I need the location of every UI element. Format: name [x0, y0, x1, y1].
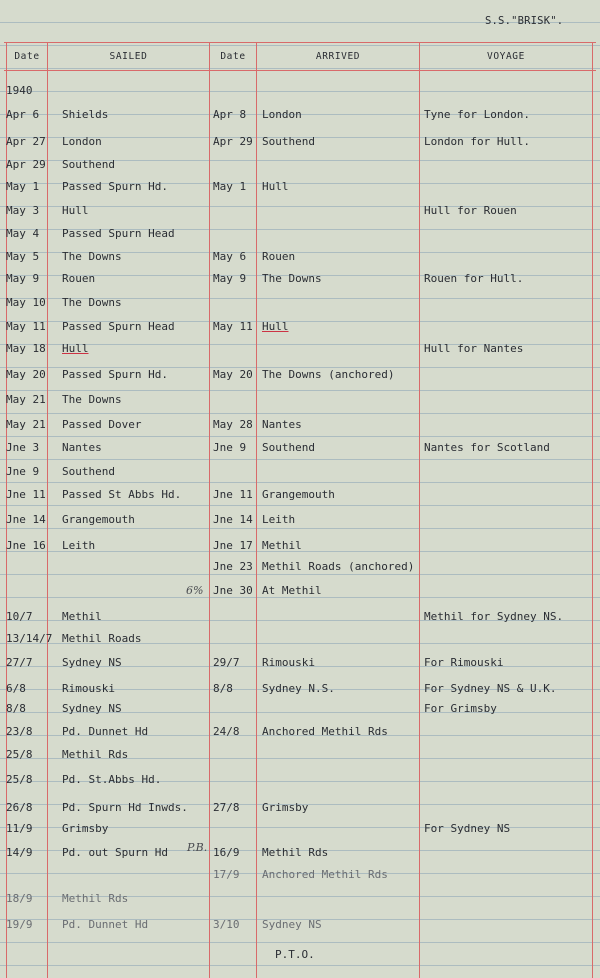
sailed-date-cell: Jne 3 — [6, 441, 40, 454]
arrived-date-cell: May 6 — [213, 250, 247, 263]
sailed-place-cell: Pd. Dunnet Hd — [62, 725, 149, 738]
arrived-place-cell: Methil — [262, 539, 302, 552]
sailed-date-cell: Apr 29 — [6, 158, 46, 171]
arrived-place-cell: Rimouski — [262, 656, 315, 669]
sailed-date-cell: 1940 — [6, 84, 33, 97]
log-row — [0, 678, 600, 700]
log-row — [0, 414, 600, 436]
voyage-cell: Rouen for Hull. — [424, 272, 524, 285]
arrived-place-cell: Southend — [262, 135, 315, 148]
sailed-place-cell: Leith — [62, 539, 96, 552]
sailed-date-cell: 19/9 — [6, 918, 33, 931]
sailed-place-cell: Southend — [62, 158, 115, 171]
sailed-place-cell: Passed Spurn Hd. — [62, 368, 168, 381]
arrived-date-cell: 27/8 — [213, 801, 240, 814]
log-row — [0, 842, 600, 864]
log-row — [0, 606, 600, 628]
sailed-date-cell: Jne 9 — [6, 465, 40, 478]
arrived-date-cell: Jne 9 — [213, 441, 247, 454]
arrived-place-cell: The Downs (anchored) — [262, 368, 395, 381]
log-row — [0, 888, 600, 910]
sailed-date-cell: 10/7 — [6, 610, 33, 623]
header-top-rule — [4, 42, 596, 43]
arrived-date-cell: 3/10 — [213, 918, 240, 931]
voyage-cell: For Sydney NS — [424, 822, 511, 835]
sailed-place-cell: Grimsby — [62, 822, 109, 835]
sailed-date-cell: 26/8 — [6, 801, 33, 814]
sailed-date-cell: May 20 — [6, 368, 46, 381]
log-row — [0, 437, 600, 459]
log-row — [0, 580, 600, 602]
header-sailed-date: Date — [14, 51, 40, 62]
sailed-date-cell: May 18 — [6, 342, 46, 355]
arrived-date-cell: 8/8 — [213, 682, 233, 695]
log-row — [0, 744, 600, 766]
log-row — [0, 104, 600, 126]
voyage-cell: Methil for Sydney NS. — [424, 610, 564, 623]
log-row — [0, 389, 600, 411]
sailed-date-cell: 6/8 — [6, 682, 26, 695]
log-row — [0, 316, 600, 338]
log-row — [0, 698, 600, 720]
arrived-date-cell: 16/9 — [213, 846, 240, 859]
sailed-date-cell: 8/8 — [6, 702, 26, 715]
arrived-date-cell: Jne 17 — [213, 539, 253, 552]
sailed-place-cell: Hull — [62, 342, 89, 355]
sailed-date-cell: 13/14/7 — [6, 632, 53, 645]
sailed-place-cell: Grangemouth — [62, 513, 135, 526]
handwritten-note: 6% — [186, 584, 204, 597]
sailed-place-cell: Passed St Abbs Hd. — [62, 488, 182, 501]
sailed-date-cell: Apr 6 — [6, 108, 40, 121]
log-row — [0, 200, 600, 222]
log-row — [0, 556, 600, 578]
sailed-date-cell: 11/9 — [6, 822, 33, 835]
footer-pto: P.T.O. — [275, 948, 315, 961]
arrived-date-cell: May 1 — [213, 180, 247, 193]
sailed-date-cell: May 1 — [6, 180, 40, 193]
log-row — [0, 154, 600, 176]
arrived-date-cell: May 28 — [213, 418, 253, 431]
arrived-place-cell: Anchored Methil Rds — [262, 725, 388, 738]
log-row — [0, 797, 600, 819]
sailed-place-cell: The Downs — [62, 296, 122, 309]
log-row — [0, 769, 600, 791]
sailed-date-cell: May 21 — [6, 418, 46, 431]
sailed-date-cell: Apr 27 — [6, 135, 46, 148]
sailed-place-cell: Pd. St.Abbs Hd. — [62, 773, 162, 786]
arrived-place-cell: Grimsby — [262, 801, 309, 814]
handwritten-note: P.B. — [187, 841, 208, 854]
sailed-place-cell: Methil Rds — [62, 748, 129, 761]
log-row — [0, 246, 600, 268]
sailed-place-cell: The Downs — [62, 250, 122, 263]
sailed-place-cell: Passed Dover — [62, 418, 142, 431]
log-row — [0, 292, 600, 314]
sailed-date-cell: May 11 — [6, 320, 46, 333]
sailed-place-cell: Methil Rds — [62, 892, 129, 905]
log-row — [0, 535, 600, 557]
voyage-cell: Hull for Rouen — [424, 204, 517, 217]
arrived-place-cell: Hull — [262, 180, 289, 193]
voyage-cell: For Grimsby — [424, 702, 497, 715]
sailed-date-cell: Jne 14 — [6, 513, 46, 526]
sailed-date-cell: May 4 — [6, 227, 40, 240]
header-bottom-rule — [4, 70, 596, 71]
log-row — [0, 652, 600, 674]
ship-name: S.S."BRISK". — [485, 15, 564, 27]
arrived-place-cell: Southend — [262, 441, 315, 454]
sailed-place-cell: Nantes — [62, 441, 102, 454]
arrived-place-cell: Sydney NS — [262, 918, 322, 931]
sailed-place-cell: Shields — [62, 108, 109, 121]
voyage-cell: For Rimouski — [424, 656, 504, 669]
log-row — [0, 364, 600, 386]
arrived-date-cell: Jne 23 — [213, 560, 253, 573]
sailed-place-cell: Passed Spurn Head — [62, 227, 175, 240]
sailed-date-cell: 23/8 — [6, 725, 33, 738]
sailed-date-cell: 25/8 — [6, 773, 33, 786]
log-row — [0, 223, 600, 245]
arrived-date-cell: Apr 29 — [213, 135, 253, 148]
sailed-date-cell: 14/9 — [6, 846, 33, 859]
log-row — [0, 914, 600, 936]
voyage-cell: For Sydney NS & U.K. — [424, 682, 557, 695]
sailed-place-cell: Pd. Spurn Hd Inwds. — [62, 801, 188, 814]
voyage-cell: Tyne for London. — [424, 108, 530, 121]
arrived-date-cell: 24/8 — [213, 725, 240, 738]
arrived-place-cell: At Methil — [262, 584, 322, 597]
arrived-place-cell: Nantes — [262, 418, 302, 431]
sailed-place-cell: Methil Roads — [62, 632, 142, 645]
arrived-place-cell: The Downs — [262, 272, 322, 285]
sailed-date-cell: May 3 — [6, 204, 40, 217]
log-row — [0, 131, 600, 153]
arrived-place-cell: Anchored Methil Rds — [262, 868, 388, 881]
log-row — [0, 176, 600, 198]
sailed-date-cell: Jne 16 — [6, 539, 46, 552]
sailed-place-cell: Passed Spurn Hd. — [62, 180, 168, 193]
arrived-place-cell: Methil Rds — [262, 846, 329, 859]
voyage-cell: London for Hull. — [424, 135, 530, 148]
voyage-cell: Hull for Nantes — [424, 342, 524, 355]
arrived-place-cell: Leith — [262, 513, 296, 526]
log-row — [0, 818, 600, 840]
log-row — [0, 628, 600, 650]
arrived-date-cell: Jne 30 — [213, 584, 253, 597]
arrived-date-cell: Apr 8 — [213, 108, 247, 121]
log-row — [0, 268, 600, 290]
arrived-place-cell: Methil Roads (anchored) — [262, 560, 415, 573]
header-sailed: SAILED — [109, 51, 148, 62]
sailed-place-cell: Methil — [62, 610, 102, 623]
log-row — [0, 721, 600, 743]
arrived-date-cell: 29/7 — [213, 656, 240, 669]
sailed-place-cell: Sydney NS — [62, 656, 122, 669]
arrived-date-cell: 17/9 — [213, 868, 240, 881]
sailed-date-cell: May 10 — [6, 296, 46, 309]
arrived-place-cell: London — [262, 108, 302, 121]
header-arrived: ARRIVED — [315, 51, 361, 62]
sailed-place-cell: Rouen — [62, 272, 96, 285]
sailed-date-cell: 18/9 — [6, 892, 33, 905]
sailed-date-cell: 25/8 — [6, 748, 33, 761]
arrived-date-cell: Jne 11 — [213, 488, 253, 501]
sailed-date-cell: Jne 11 — [6, 488, 46, 501]
sailed-place-cell: Sydney NS — [62, 702, 122, 715]
arrived-date-cell: May 9 — [213, 272, 247, 285]
arrived-place-cell: Sydney N.S. — [262, 682, 335, 695]
header-voyage: VOYAGE — [487, 51, 525, 62]
arrived-date-cell: May 11 — [213, 320, 253, 333]
arrived-place-cell: Hull — [262, 320, 289, 333]
log-row — [0, 338, 600, 360]
sailed-date-cell: May 9 — [6, 272, 40, 285]
sailed-place-cell: Pd. Dunnet Hd — [62, 918, 149, 931]
arrived-place-cell: Grangemouth — [262, 488, 335, 501]
log-row — [0, 80, 600, 102]
sailed-place-cell: Passed Spurn Head — [62, 320, 175, 333]
log-row — [0, 864, 600, 886]
log-row — [0, 509, 600, 531]
arrived-place-cell: Rouen — [262, 250, 296, 263]
header-arrived-date: Date — [220, 51, 246, 62]
sailed-place-cell: Pd. out Spurn Hd — [62, 846, 168, 859]
arrived-date-cell: May 20 — [213, 368, 253, 381]
sailed-place-cell: London — [62, 135, 102, 148]
sailed-place-cell: The Downs — [62, 393, 122, 406]
log-row — [0, 461, 600, 483]
log-row — [0, 484, 600, 506]
sailed-date-cell: 27/7 — [6, 656, 33, 669]
voyage-cell: Nantes for Scotland — [424, 441, 550, 454]
sailed-date-cell: May 5 — [6, 250, 40, 263]
sailed-place-cell: Rimouski — [62, 682, 115, 695]
arrived-date-cell: Jne 14 — [213, 513, 253, 526]
sailed-date-cell: May 21 — [6, 393, 46, 406]
sailed-place-cell: Southend — [62, 465, 115, 478]
sailed-place-cell: Hull — [62, 204, 89, 217]
